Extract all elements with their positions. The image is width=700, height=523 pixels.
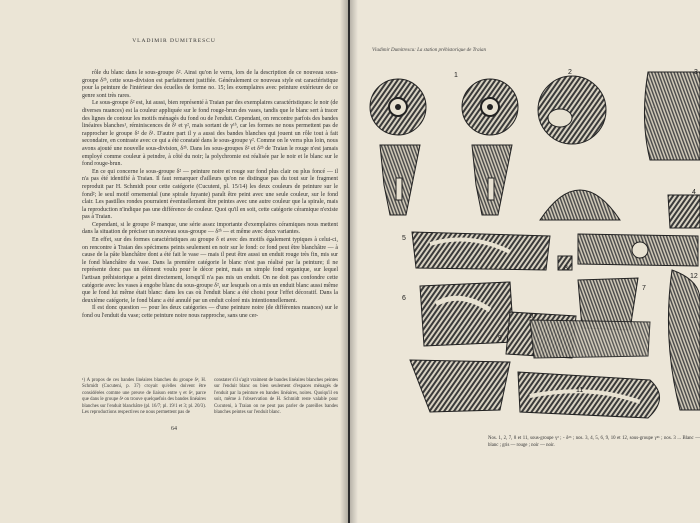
figure-number: 3 (694, 69, 698, 76)
book-gutter (340, 0, 358, 523)
paragraph: Il est donc question — pour les deux catégories — d'une peinture noire (de différentes nuances) sur le fond ou l'enduit du vase; cette peinture noire nous rapproche, sans une cer- (82, 305, 338, 319)
running-head-left: VLADIMIR DUMITRESCU (132, 38, 216, 44)
figure-number: 5 (402, 235, 406, 242)
figure-number: 12 (690, 273, 698, 280)
running-head-right: Vladimir Dumitrescu: La station préhistorique de Traian (372, 48, 486, 53)
figure-number: 9 (498, 335, 502, 342)
paragraph: rôle du blanc dans le sous-groupe δ². Ainsi qu'on le verra, lors de la description de ce nouveau sous-groupe δ²ᵇ, cette sous-division est parfaitement justifiée. Généralement ce nouveau style est caractéristique pour la peinture de l'intérieur des écuelles de forme no. 15; les exemplaires avec peinture extérieure de ce genre sont très rares. (82, 70, 338, 99)
figure-number: 10 (528, 313, 536, 320)
figure-number: 2 (568, 69, 572, 76)
fragment-2 (538, 76, 620, 220)
pottery-plate (350, 0, 700, 430)
footnotes (82, 378, 338, 416)
figure-number: 4 (692, 189, 696, 196)
fragment-10 (530, 320, 650, 358)
fragment-4 (412, 232, 550, 270)
footnote-column: constater s'il s'agit vraiment de bandes linéaires blanches peintes sur l'enduit blanc ou bien seulement d'espaces ménagés de l'enduit par la peinture en bandes linéaires, noires. Quoiqu'il en soit, même à l'observation de H. Schmidt reste valable pour Cucuteni, à Traian on ne peut pas parler de pareilles bandes blanches peintes sur l'enduit blanc. (214, 378, 338, 416)
figure-number: 11 (576, 387, 584, 394)
fragment-3 (644, 72, 700, 228)
fragment-5 (578, 234, 698, 266)
fragment-12 (668, 270, 700, 410)
plate-caption: Nos. 1, 2, 7, 8 et 11, sous-groupe γ² ; - δ²ᵇ ; nos. 3, 4, 5, 6, 9, 10 et 12, sous-groupe γ²ᵇ ; nos. 3 ... Blanc — blanc ; gris — rouge ; noir — noir. (488, 436, 700, 448)
fragment-bowl (410, 360, 510, 412)
paragraph: En effet, sur des formes caractéristiques au groupe δ et avec des motifs également typiques à celui-ci, on rencontre à Traian des spécimens peints seulement en noir sur le fond: ce fond peut être blanchâtre — à cause de la pâte blanchâtre dont a été fait le vase — mais il peut être aussi un enduit rouge très fin, mis sur le fond blanchâtre du vase. Dans la première catégorie le blanc n'est pas réalisé par la peinture; il ne représente donc pas un élément voulu pour le décor peint, mais un simple fond organique, sur lequel l'artisan préhistorique a peint directement, lorsqu'il n'a pas mis un enduit. On ne doit pas confondre cette catégorie avec les vases à engobe blanc du sous-groupe δ², sur lesquels on a mis un enduit blanc aussi même que le fond lui même était blanc: dans les cas où l'enduit blanc a été choisi pour l'effet décoratif. Dans la deuxième catégorie, le fond blanc a été annulé par un enduit coloré mis intentionnellement. (82, 237, 338, 304)
fragment-11 (518, 372, 660, 418)
page-number: 64 (171, 426, 177, 432)
paragraph: Le sous-groupe δ² est, lui aussi, bien représenté à Traian par des exemplaires caractéristiques: le noir (de diverses nuances) est la couleur appliquée sur le fond rouge-brun des vases, tandis que le blanc sert à tracer des lignes de contour les motifs ménagés du fond ou de l'enduit. Cependant, on rencontre parfois des bandes linéaires blanches¹, réminiscences de δ¹ et γ², mais sortant de γ¹ᵇ, car les formes ne nous permettent pas de rapprocher le groupe δ² de δ¹. D'autre part il y a aussi des bandes blanches qui jouent un rôle tout à fait secondaire, en contraste avec ce qui a été constaté dans le sous-groupe γ². Comme on le verra plus loin, nous avons ajouté une nouvelle sous-division, δ²ᵇ. Dans les sous-groupes δ² et δ²ᵇ de Traian le rouge n'est jamais employé comme couleur à peindre, à côté du noir; la polychromie est réalisée par le noir et le blanc sur le fond rouge-brun. (82, 100, 338, 168)
footnote-column: ¹) A propos de ces bandes linéaires blanches du groupe δ², H. Schmidt (Cucuteni, p. 37) croyait qu'elles doivent être considérées comme une preuve de liaison entre γ et δ², parce que dans le groupe δ² on trouve quelquefois des bandes linéaires blanches sur l'enduit blanchâtre (pl. 16/7; pl. 19/1 et 3; pl. 20/3). Les reproductions respectives ne nous permettent pas de (82, 378, 206, 416)
paragraph: En ce qui concerne le sous-groupe δ² — peinture noire et rouge sur fond plus clair ou plus foncé — il n'a pas été identifié à Traian. Il faut remarquer d'ailleurs qu'on ne distingue pas du tout sur le fragment reproduit par H. Schmidt pour cette catégorie (Cucuteni, pl. 15/14) les deux couleurs de peinture sur le fond²; le seul motif ornemental (une spirale fuyante) paraît être peint avec une seule couleur, sur le fond clair. Les pastilles rondes pourraient éventuellement être peintes avec une autre couleur que la spirale, mais la reproduction n'indique pas une différence de couleur. Quoi qu'il en soit, cette catégorie céramique n'existe pas à Traian. (82, 168, 338, 221)
figure-number: 6 (402, 295, 406, 302)
fragment-1 (370, 79, 518, 215)
figure-number: 1 (454, 72, 458, 79)
paragraph: Cependant, si le groupe δ² manque, une série assez importante d'exemplaires céramiques nous mettent dans la situation de préciser un nouveau sous-groupe — δ²ᵇ — et même avec deux variantes. (82, 221, 338, 236)
figure-number: 7 (642, 285, 646, 292)
body-text (82, 70, 338, 321)
left-page (0, 0, 348, 523)
figure-number: 8 (564, 265, 568, 272)
